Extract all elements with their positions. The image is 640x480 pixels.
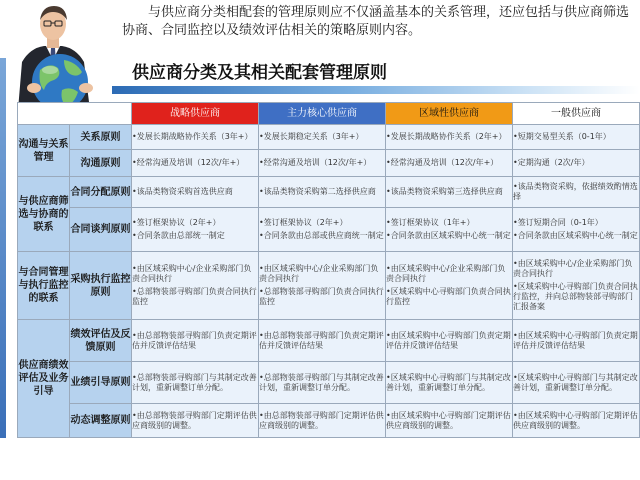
row-label: 业绩引导原则 — [70, 362, 132, 404]
table-cell: •经常沟通及培训（12次/年+） — [132, 150, 259, 177]
table-cell: •经常沟通及培训（12次/年+） — [259, 150, 386, 177]
table-cell: •区域采购中心寻购部门与其制定改善计划，重新调整订单分配。 — [386, 362, 513, 404]
table-row — [18, 150, 640, 177]
table-cell: •短期交易型关系（0-1年） — [513, 125, 640, 150]
table-cell: •签订框架协议（1年+） •合同条款由区域采购中心统一制定 — [386, 208, 513, 252]
table-cell: •发展长期战略协作关系（3年+） — [132, 125, 259, 150]
group-label: 沟通与关系管理 — [18, 125, 70, 177]
table-cell: •由区域采购中心寻购部门定期评估供应商级别的调整。 — [386, 404, 513, 438]
row-label: 合同谈判原则 — [70, 208, 132, 252]
table-cell: •区域采购中心寻购部门与其制定改善计划，重新调整订单分配。 — [513, 362, 640, 404]
table-cell: •该品类物资采购首选供应商 — [132, 177, 259, 208]
businessman-holding-globe-icon — [0, 0, 120, 110]
table-row — [18, 208, 640, 252]
table-header-row — [18, 103, 640, 125]
table-cell: •该品类物资采购，依据绩效酌情选择 — [513, 177, 640, 208]
table-cell: •由区域采购中心寻购部门负责定期评估并反馈评估结果 — [513, 320, 640, 362]
table-cell: •签订框架协议（2年+） •合同条款由总部或供应商统一制定 — [259, 208, 386, 252]
table-cell: •发展长期稳定关系（3年+） — [259, 125, 386, 150]
header-core-supplier: 主力核心供应商 — [259, 103, 386, 125]
table-cell: •由区域采购中心寻购部门负责定期评估并反馈评估结果 — [386, 320, 513, 362]
table-cell: •总部物装部寻购部门与其制定改善计划，重新调整订单分配。 — [259, 362, 386, 404]
table-cell: •由总部物装部寻购部门定期评估供应商级别的调整。 — [259, 404, 386, 438]
table-row — [18, 252, 640, 320]
group-label: 与合同管理与执行监控的联系 — [18, 252, 70, 320]
row-label: 绩效评估及反馈原则 — [70, 320, 132, 362]
table-cell: •由总部物装部寻购部门负责定期评估并反馈评估结果 — [132, 320, 259, 362]
header-general-supplier: 一般供应商 — [513, 103, 640, 125]
row-label: 合同分配原则 — [70, 177, 132, 208]
table-cell: •总部物装部寻购部门与其制定改善计划，重新调整订单分配。 — [132, 362, 259, 404]
table-row — [18, 125, 640, 150]
supplier-principles-table-container — [17, 102, 639, 444]
row-label: 沟通原则 — [70, 150, 132, 177]
row-label: 采购执行监控原则 — [70, 252, 132, 320]
table-cell: •由总部物装部寻购部门负责定期评估并反馈评估结果 — [259, 320, 386, 362]
table-cell: •签订短期合同（0-1年） •合同条款由区域采购中心统一制定 — [513, 208, 640, 252]
header-regional-supplier: 区域性供应商 — [386, 103, 513, 125]
table-cell: •由区域采购中心/企业采购部门负责合同执行 •区域采购中心寻购部门负责合同执行监控 — [386, 252, 513, 320]
table-cell: •定期沟通（2次/年） — [513, 150, 640, 177]
page-title: 供应商分类及其相关配套管理原则 — [132, 63, 387, 83]
intro-paragraph: 与供应商分类相配套的管理原则应不仅涵盖基本的关系管理，还应包括与供应商筛选协商、合同监控以及绩效评估相关的策略原则内容。 — [122, 5, 630, 38]
row-label: 动态调整原则 — [70, 404, 132, 438]
header-corner — [18, 103, 132, 125]
group-label: 供应商绩效评估及业务引导 — [18, 320, 70, 438]
table-cell: •签订框架协议（2年+） •合同条款由总部统一制定 — [132, 208, 259, 252]
row-label: 关系原则 — [70, 125, 132, 150]
title-underline-bar — [112, 86, 640, 94]
table-cell: •由区域采购中心/企业采购部门负责合同执行 •总部物装部寻购部门负责合同执行监控 — [259, 252, 386, 320]
table-cell: •由区域采购中心/企业采购部门负责合同执行 •总部物装部寻购部门负责合同执行监控 — [132, 252, 259, 320]
table-cell: •由总部物装部寻购部门定期评估供应商级别的调整。 — [132, 404, 259, 438]
table-cell: •发展长期战略协作关系（2年+） — [386, 125, 513, 150]
table-row — [18, 362, 640, 404]
header-strategic-supplier: 战略供应商 — [132, 103, 259, 125]
table-row — [18, 320, 640, 362]
table-row — [18, 404, 640, 438]
table-cell: •由区域采购中心/企业采购部门负责合同执行 •区域采购中心寻购部门负责合同执行监控，并向总部物装部寻购部门汇报备案 — [513, 252, 640, 320]
table-row — [18, 177, 640, 208]
table-cell: •经常沟通及培训（12次/年+） — [386, 150, 513, 177]
table-cell: •该品类物资采购第二选择供应商 — [259, 177, 386, 208]
table-cell: •该品类物资采购第三选择供应商 — [386, 177, 513, 208]
group-label: 与供应商筛选与协商的联系 — [18, 177, 70, 252]
supplier-principles-table — [17, 102, 640, 438]
table-cell: •由区域采购中心寻购部门定期评估供应商级别的调整。 — [513, 404, 640, 438]
decorative-side-bar — [0, 58, 6, 438]
